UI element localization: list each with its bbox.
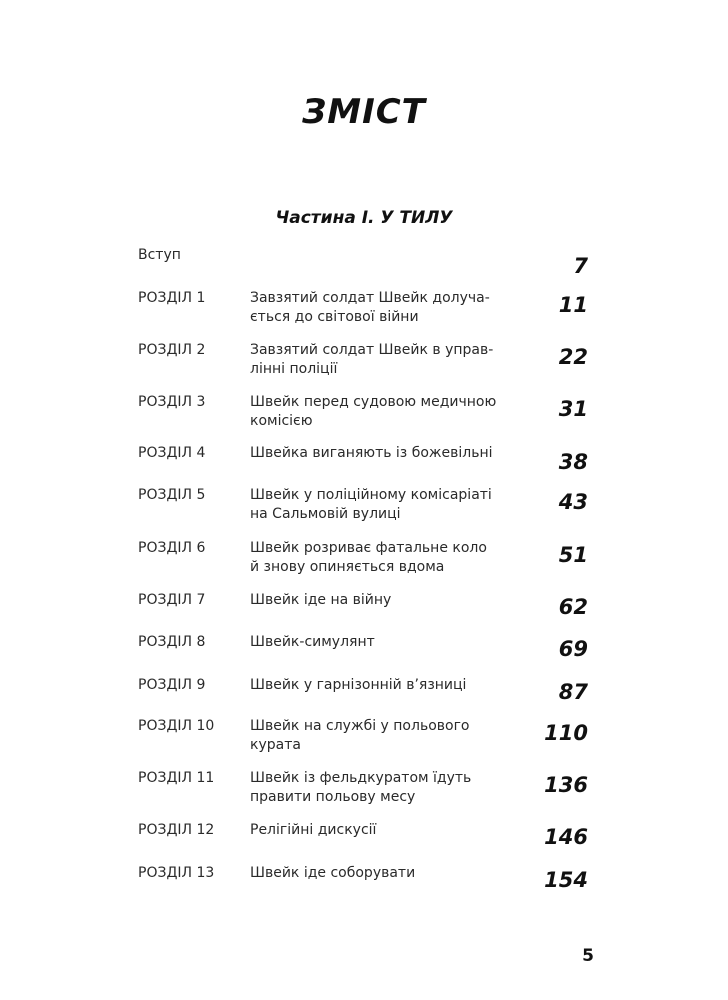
chapter-title: Швейк іде соборувати xyxy=(250,865,416,881)
toc-entry-1[interactable] xyxy=(138,289,588,335)
chapter-page: 154 xyxy=(544,868,588,892)
chapter-label: РОЗДІЛ 11 xyxy=(138,770,215,786)
toc-entry-4[interactable] xyxy=(138,444,588,490)
chapter-page: 22 xyxy=(558,345,588,369)
toc-entry-12[interactable] xyxy=(138,821,588,867)
chapter-label: РОЗДІЛ 5 xyxy=(138,487,206,503)
chapter-page: 7 xyxy=(573,254,588,278)
toc-entry-8[interactable] xyxy=(138,633,588,679)
chapter-title: Швейка виганяють із божевільні xyxy=(250,445,493,461)
chapter-label: РОЗДІЛ 13 xyxy=(138,865,215,881)
chapter-page: 31 xyxy=(558,397,588,421)
page-title: ЗМІСТ xyxy=(302,92,426,132)
part-title: Частина І. У ТИЛУ xyxy=(275,208,453,228)
chapter-page: 62 xyxy=(558,595,588,619)
chapter-page: 51 xyxy=(558,543,588,567)
chapter-label: РОЗДІЛ 12 xyxy=(138,822,215,838)
page-number: 5 xyxy=(582,946,594,966)
toc-entry-7[interactable] xyxy=(138,591,588,637)
chapter-label: РОЗДІЛ 7 xyxy=(138,592,206,608)
toc-entry-13[interactable] xyxy=(138,864,588,910)
chapter-title: Швейк перед судовою медичною комісією xyxy=(250,394,497,429)
chapter-label: РОЗДІЛ 1 xyxy=(138,290,206,306)
toc-entry-intro[interactable] xyxy=(138,246,588,292)
toc-entry-11[interactable] xyxy=(138,769,588,815)
chapter-title: Швейк-симулянт xyxy=(250,634,375,650)
chapter-label: РОЗДІЛ 6 xyxy=(138,540,206,556)
chapter-label: РОЗДІЛ 2 xyxy=(138,342,206,358)
chapter-label: РОЗДІЛ 9 xyxy=(138,677,206,693)
chapter-page: 38 xyxy=(558,450,588,474)
chapter-title: Швейк іде на війну xyxy=(250,592,392,608)
chapter-title: Завзятий солдат Швейк в управ- лінні поліції xyxy=(250,342,494,377)
toc-entry-10[interactable] xyxy=(138,717,588,763)
chapter-page: 11 xyxy=(558,293,588,317)
chapter-page: 136 xyxy=(544,773,588,797)
chapter-label: РОЗДІЛ 8 xyxy=(138,634,206,650)
chapter-title: Завзятий солдат Швейк долуча- ється до світової війни xyxy=(250,290,490,325)
chapter-page: 87 xyxy=(558,680,588,704)
toc-entry-5[interactable] xyxy=(138,486,588,532)
toc-entry-2[interactable] xyxy=(138,341,588,387)
chapter-title: Швейк у поліційному комісаріаті на Сальмовій вулиці xyxy=(250,487,492,522)
toc-entry-3[interactable] xyxy=(138,393,588,439)
chapter-title: Швейк на службі у польового курата xyxy=(250,718,470,753)
chapter-page: 69 xyxy=(558,637,588,661)
chapter-label: РОЗДІЛ 4 xyxy=(138,445,206,461)
chapter-page: 146 xyxy=(544,825,588,849)
chapter-page: 110 xyxy=(544,721,588,745)
chapter-label: РОЗДІЛ 3 xyxy=(138,394,206,410)
chapter-title: Швейк із фельдкуратом їдуть правити польову месу xyxy=(250,770,472,805)
chapter-title: Релігійні дискусії xyxy=(250,822,377,838)
toc-entry-9[interactable] xyxy=(138,676,588,722)
chapter-title: Швейк розриває фатальне коло й знову опиняється вдома xyxy=(250,540,487,575)
toc-entry-6[interactable] xyxy=(138,539,588,585)
chapter-label: РОЗДІЛ 10 xyxy=(138,718,215,734)
chapter-label: Вступ xyxy=(138,247,181,263)
chapter-page: 43 xyxy=(558,490,588,514)
chapter-title: Швейк у гарнізонній в’язниці xyxy=(250,677,467,693)
